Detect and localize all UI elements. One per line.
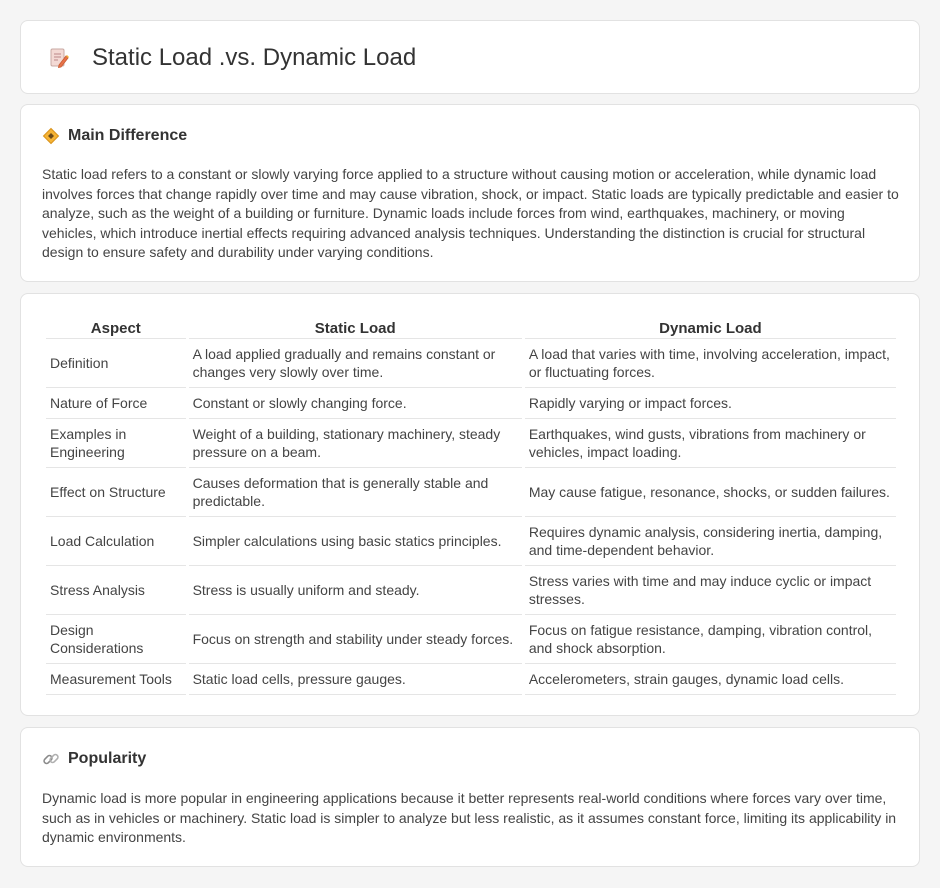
aspect-cell: Examples in Engineering <box>46 419 186 468</box>
dynamic-cell: A load that varies with time, involving acceleration, impact, or fluctuating forces. <box>525 339 896 388</box>
aspect-cell: Nature of Force <box>46 388 186 419</box>
dynamic-cell: May cause fatigue, resonance, shocks, or sudden failures. <box>525 468 896 517</box>
main-difference-text: Static load refers to a constant or slowly varying force applied to a structure without causing motion or acceleration, while dynamic load involves forces that change rapidly over time and may cause vibration, shock, or impact. Static loads are typically predictable and easier to analyze, such as the weight of a building or furniture. Dynamic loads include forces from wind, earthquakes, machinery, or moving vehicles, which introduce inertial effects requiring advanced analysis techniques. Understanding the distinction is crucial for structural design to ensure safety and durability under varying conditions. <box>42 166 899 260</box>
static-cell: Weight of a building, stationary machinery, steady pressure on a beam. <box>189 419 522 468</box>
table-row <box>46 615 896 664</box>
page-title: Static Load .vs. Dynamic Load <box>92 44 417 71</box>
dynamic-cell: Earthquakes, wind gusts, vibrations from machinery or vehicles, impact loading. <box>525 419 896 468</box>
column-header-aspect: Aspect <box>46 314 186 339</box>
aspect-cell: Definition <box>46 339 186 388</box>
table-row <box>46 419 896 468</box>
popularity-heading-row <box>42 749 146 769</box>
comparison-table <box>43 314 899 695</box>
popularity-heading: Popularity <box>68 750 147 767</box>
popularity-text: Dynamic load is more popular in engineering applications because it better represents real-world conditions where forces vary over time, such as in vehicles or machinery. Static load is simpler to analyze but less realistic, as it assumes constant force, limiting its applicability in dynamic environments. <box>42 790 897 845</box>
dynamic-cell: Requires dynamic analysis, considering inertia, damping, and time-dependent behavior. <box>525 517 896 566</box>
comparison-section <box>20 293 920 716</box>
dynamic-cell: Accelerometers, strain gauges, dynamic load cells. <box>525 664 896 695</box>
static-cell: Focus on strength and stability under steady forces. <box>189 615 522 664</box>
dynamic-cell: Focus on fatigue resistance, damping, vibration control, and shock absorption. <box>525 615 896 664</box>
table-row <box>46 566 896 615</box>
main-difference-section <box>20 104 920 282</box>
main-difference-heading: Main Difference <box>68 127 188 144</box>
main-difference-heading-row <box>42 126 187 146</box>
aspect-cell: Effect on Structure <box>46 468 186 517</box>
dynamic-cell: Stress varies with time and may induce cyclic or impact stresses. <box>525 566 896 615</box>
static-cell: Stress is usually uniform and steady. <box>189 566 522 615</box>
table-row <box>46 664 896 695</box>
link-icon <box>42 750 60 768</box>
header-card <box>20 20 920 94</box>
table-header-row <box>46 314 896 339</box>
table-row <box>46 517 896 566</box>
static-cell: Causes deformation that is generally stable and predictable. <box>189 468 522 517</box>
table-row <box>46 468 896 517</box>
aspect-cell: Design Considerations <box>46 615 186 664</box>
static-cell: Static load cells, pressure gauges. <box>189 664 522 695</box>
document-pencil-icon <box>47 46 71 70</box>
static-cell: Simpler calculations using basic statics principles. <box>189 517 522 566</box>
column-header-static-load: Static Load <box>189 314 522 339</box>
dynamic-cell: Rapidly varying or impact forces. <box>525 388 896 419</box>
column-header-dynamic-load: Dynamic Load <box>525 314 896 339</box>
popularity-section <box>20 727 920 867</box>
table-row <box>46 388 896 419</box>
static-cell: Constant or slowly changing force. <box>189 388 522 419</box>
aspect-cell: Measurement Tools <box>46 664 186 695</box>
table-row <box>46 339 896 388</box>
aspect-cell: Stress Analysis <box>46 566 186 615</box>
diamond-sign-icon <box>42 127 60 145</box>
aspect-cell: Load Calculation <box>46 517 186 566</box>
static-cell: A load applied gradually and remains constant or changes very slowly over time. <box>189 339 522 388</box>
